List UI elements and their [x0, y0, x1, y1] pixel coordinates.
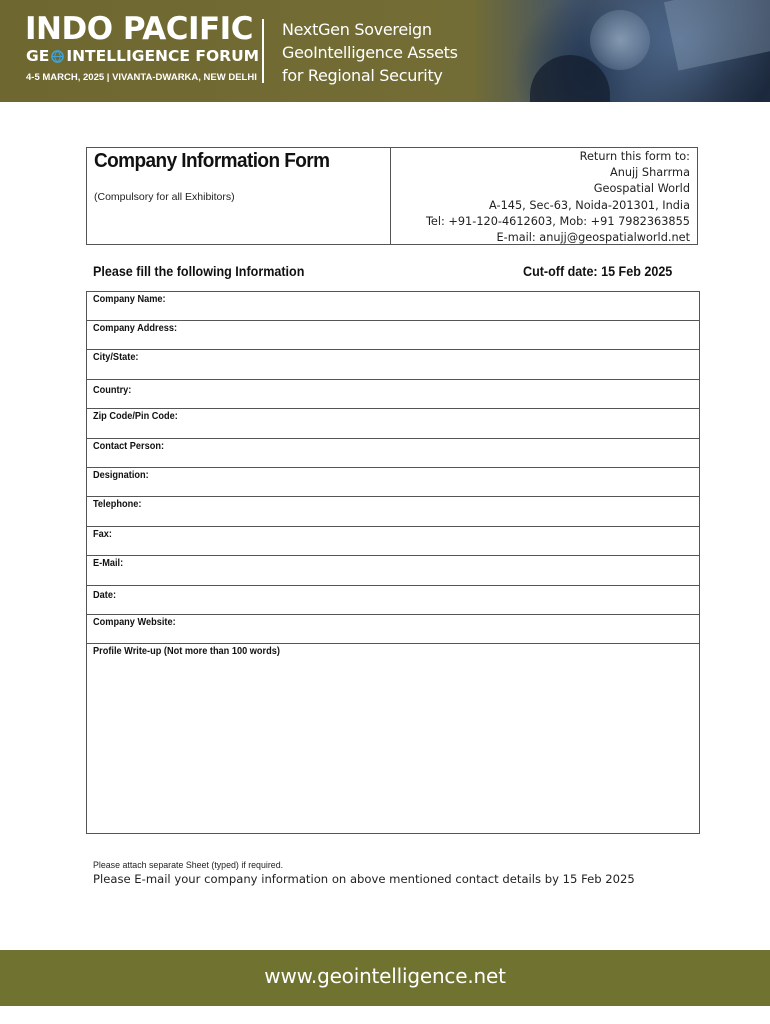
field-label: Designation:	[93, 470, 149, 481]
company-fields-table	[86, 291, 700, 834]
field-label: E-Mail:	[93, 558, 124, 569]
event-tagline	[282, 18, 472, 87]
field-company-name[interactable]	[87, 292, 699, 321]
header-photo	[470, 0, 770, 102]
event-subname	[26, 49, 259, 65]
return-address-cell	[391, 148, 697, 244]
form-title-box	[86, 147, 698, 245]
field-label: Company Address:	[93, 323, 178, 334]
header-banner	[0, 0, 770, 102]
banner-divider	[262, 19, 264, 83]
cutoff-date: Cut-off date: 15 Feb 2025	[523, 264, 673, 279]
attach-note: Please attach separate Sheet (typed) if required.	[93, 860, 284, 871]
field-label: City/State:	[93, 352, 139, 363]
form-subtitle: (Compulsory for all Exhibitors)	[94, 191, 235, 203]
event-subname-part1: GE	[26, 47, 50, 65]
event-subname-part2: INTELLIGENCE FORUM	[66, 47, 260, 65]
field-fax[interactable]	[87, 527, 699, 556]
event-name: INDO PACIFIC	[25, 11, 253, 47]
return-line: Return this form to:	[579, 150, 690, 163]
return-line: A-145, Sec-63, Noida-201301, India	[489, 198, 690, 212]
field-company-website[interactable]	[87, 615, 699, 644]
website-link[interactable]: www.geointelligence.net	[264, 964, 506, 988]
email-note: Please E-mail your company information on above mentioned contact details by 15 Feb 2025	[93, 872, 635, 886]
return-address	[426, 149, 690, 246]
tagline-line: NextGen Sovereign	[282, 20, 432, 39]
tagline-line: GeoIntelligence Assets	[282, 43, 458, 62]
field-label: Telephone:	[93, 499, 142, 510]
field-city-state[interactable]	[87, 350, 699, 380]
return-email: E-mail: anujj@geospatialworld.net	[496, 231, 690, 245]
field-contact-person[interactable]	[87, 439, 699, 468]
field-label: Company Name:	[93, 294, 166, 305]
field-label: Profile Write-up (Not more than 100 words)	[93, 646, 280, 657]
field-label: Zip Code/Pin Code:	[93, 411, 178, 422]
field-zip-code[interactable]	[87, 409, 699, 439]
fill-instruction-heading: Please fill the following Information	[93, 264, 305, 279]
field-date[interactable]	[87, 586, 699, 615]
field-label: Country:	[93, 385, 132, 396]
field-country[interactable]	[87, 380, 699, 409]
footer-banner	[0, 950, 770, 1006]
field-label: Fax:	[93, 529, 112, 540]
globe-icon	[51, 50, 64, 63]
field-company-address[interactable]	[87, 321, 699, 350]
event-date-venue: 4-5 MARCH, 2025 | VIVANTA-DWARKA, NEW DELHI	[26, 72, 257, 83]
field-label: Date:	[93, 590, 117, 601]
form-title-cell	[87, 148, 391, 244]
field-designation[interactable]	[87, 468, 699, 497]
field-label: Company Website:	[93, 617, 176, 628]
form-title: Company Information Form	[94, 150, 330, 172]
tagline-line: for Regional Security	[282, 66, 443, 85]
return-line: Geospatial World	[593, 182, 690, 196]
return-line: Tel: +91-120-4612603, Mob: +91 7982363855	[425, 214, 690, 228]
field-telephone[interactable]	[87, 497, 699, 527]
field-label: Contact Person:	[93, 441, 165, 452]
return-line: Anujj Sharrma	[610, 166, 690, 180]
field-profile-writeup[interactable]	[87, 644, 699, 833]
field-email[interactable]	[87, 556, 699, 586]
